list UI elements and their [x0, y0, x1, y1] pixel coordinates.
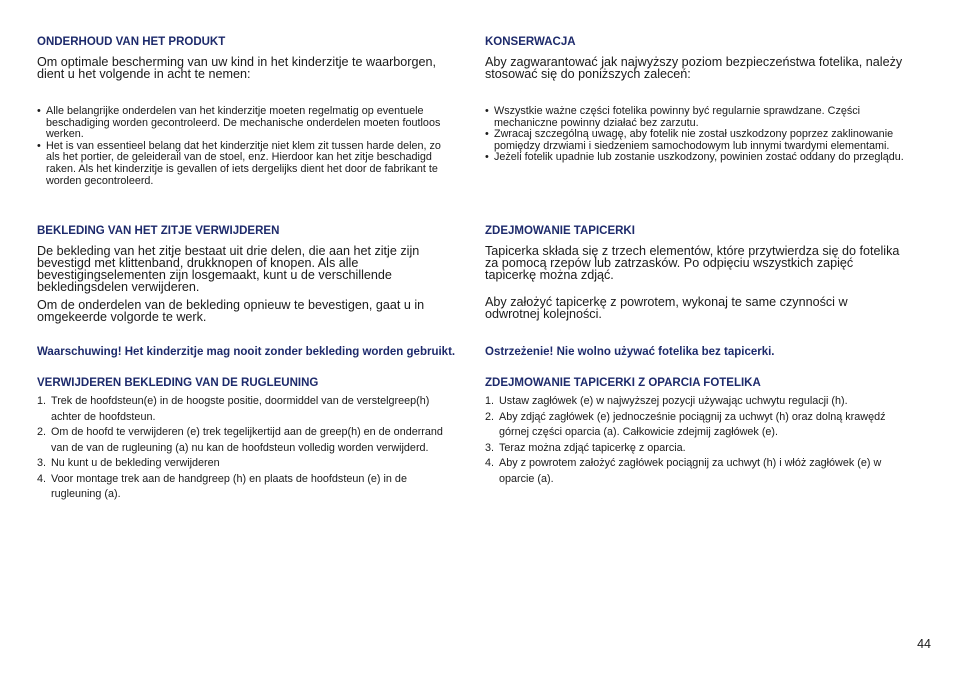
cover-section	[485, 224, 905, 320]
maintenance-section	[37, 35, 457, 80]
section-heading: ZDEJMOWANIE TAPICERKI	[485, 225, 635, 237]
list-item: 2. Aby zdjąć zagłówek (e) jednocześnie pociągnij za uchwyt (h) oraz dolną krawędź górnej części oparcia (a). Całkowicie zdejmij zagłówek (e).	[485, 410, 886, 438]
paragraph: Aby założyć tapicerkę z powrotem, wykonaj te same czynności w odwrotnej kolejności.	[485, 295, 848, 321]
list-item: • Zwracaj szczególną uwagę, aby fotelik nie został uszkodzony poprzez zaklinowanie pomiędzy drzwiami i siedzeniem samochodowym lub innymi twardymi elementami.	[485, 129, 905, 152]
section-heading: ZDEJMOWANIE TAPICERKI Z OPARCIA FOTELIKA	[485, 377, 761, 389]
maintenance-bullet-list	[485, 106, 905, 164]
list-item: 3. Teraz można zdjąć tapicerkę z oparcia.	[485, 441, 686, 454]
paragraph: De bekleding van het zitje bestaat uit drie delen, die aan het zitje zijn bevestigd met klittenband, drukknopen of knopen. Als alle bevestigingselementen zijn losgemaakt, kunt u de verschillende bekledingsdelen verwijderen.	[37, 244, 420, 294]
list-item: 4. Voor montage trek aan de handgreep (h) en plaats de hoofdsteun (e) in de rugleuning (a).	[37, 472, 407, 500]
steps-list	[485, 394, 905, 487]
cover-section	[37, 224, 457, 323]
list-item: • Alle belangrijke onderdelen van het kinderzitje moeten regelmatig op eventuele beschadiging worden gecontroleerd. De mechanische onderdelen moeten foutloos werken.	[37, 106, 457, 141]
warning-text: Ostrzeżenie! Nie wolno używać fotelika bez tapicerki.	[485, 346, 775, 358]
list-item: • Het is van essentieel belang dat het kinderzitje niet klem zit tussen harde delen, zo als het portier, de geleiderail van de stoel, enz. Hierdoor kan het zitje beschadigd raken. Als het kinderzitje is gevallen of iets dergelijks dient het door de fabrikant te worden gecontroleerd.	[37, 141, 457, 187]
section-intro: Aby zagwarantować jak najwyższy poziom bezpieczeństwa fotelika, należy stosować się do poniższych zaleceń:	[485, 55, 903, 81]
list-item: • Wszystkie ważne części fotelika powinny być regularnie sprawdzane. Części mechaniczne powinny działać bez zarzutu.	[485, 106, 905, 129]
list-item: • Jeżeli fotelik upadnie lub zostanie uszkodzony, powinien zostać oddany do przeglądu.	[485, 152, 905, 164]
paragraph: Tapicerka składa się z trzech elementów, które przytwierdza się do fotelika za pomocą rzepów lub zatrzasków. Po odpięciu wszystkich zapięć tapicerkę można zdjąć.	[485, 244, 900, 282]
list-item: 2. Om de hoofd te verwijderen (e) trek tegelijkertijd aan de greep(h) en de onderrand van de van de rugleuning (a) nu kan de hoofdsteun volledig worden verwijderd.	[37, 426, 443, 454]
steps-list	[37, 394, 457, 503]
section-heading: KONSERWACJA	[485, 36, 576, 48]
page-number: 44	[917, 637, 931, 651]
list-item: 4. Aby z powrotem założyć zagłówek pociągnij za uchwyt (h) i włóż zagłówek (e) w oparcie (a).	[485, 457, 882, 485]
list-item: 1. Ustaw zagłówek (e) w najwyższej pozycji używając uchwytu regulacji (h).	[485, 395, 848, 407]
backrest-section	[37, 376, 457, 503]
maintenance-section	[485, 35, 905, 80]
warning-note	[485, 346, 905, 359]
paragraph: Om de onderdelen van de bekleding opnieuw te bevestigen, gaat u in omgekeerde volgorde te werk.	[37, 298, 425, 324]
maintenance-bullet-list	[37, 106, 457, 187]
section-heading: ONDERHOUD VAN HET PRODUKT	[37, 36, 226, 48]
section-heading: VERWIJDEREN BEKLEDING VAN DE RUGLEUNING	[37, 377, 319, 389]
backrest-section	[485, 376, 905, 487]
list-item: 1. Trek de hoofdsteun(e) in de hoogste positie, doormiddel van de verstelgreep(h) achter de hoofdsteun.	[37, 395, 430, 423]
section-heading: BEKLEDING VAN HET ZITJE VERWIJDEREN	[37, 225, 280, 237]
section-intro: Om optimale bescherming van uw kind in het kinderzitje te waarborgen, dient u het volgende in acht te nemen:	[37, 55, 437, 81]
list-item: 3. Nu kunt u de bekleding verwijderen	[37, 457, 220, 469]
warning-note	[37, 346, 457, 359]
warning-text: Waarschuwing! Het kinderzitje mag nooit zonder bekleding worden gebruikt.	[37, 346, 456, 358]
